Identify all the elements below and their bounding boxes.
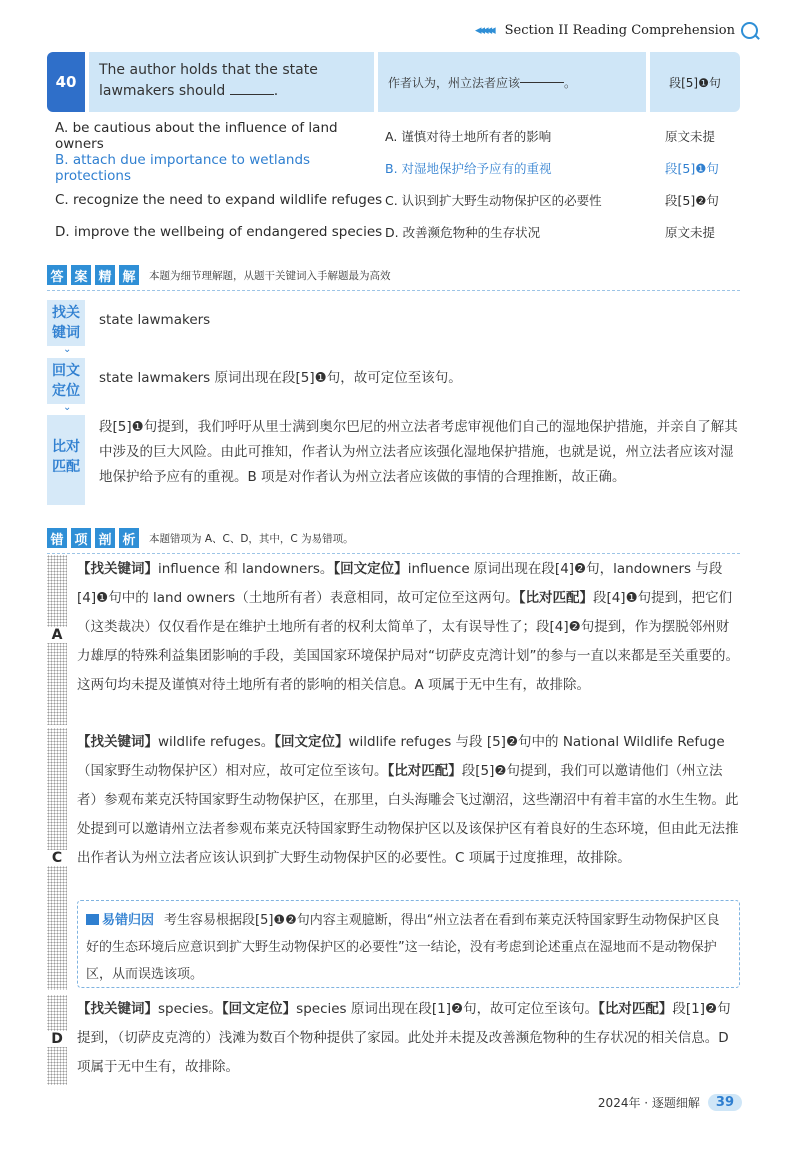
option-en: A. be cautious about the influence of land owners xyxy=(55,120,338,152)
section-note: 本题错项为 A、C、D，其中，C 为易错项。 xyxy=(149,532,354,545)
step-tag xyxy=(47,358,85,404)
text-locate: influence 原词出现在段[4]❷句，landowners 与段[4]❶句中的 land owners（土地所有者）表意相同，故可定位至这两句。 xyxy=(77,561,723,606)
label-locate: 【回文定位】 xyxy=(274,734,349,750)
step-tag-line: 找关 xyxy=(52,305,80,321)
step-tag-line: 键词 xyxy=(52,325,80,341)
label-match: 【比对匹配】 xyxy=(518,590,593,606)
text-keywords: species。 xyxy=(158,1001,222,1017)
answer-section-header xyxy=(47,265,740,285)
option-cn: C. 认识到扩大野生动物保护区的必要性 xyxy=(385,193,602,208)
question-stem-cn xyxy=(378,52,646,112)
step-tag-line: 回文 xyxy=(52,363,80,379)
page-header xyxy=(475,22,758,39)
step-match xyxy=(47,415,740,505)
option-en: C. recognize the need to expand wildlife refuges xyxy=(55,192,383,208)
option-ref: 段[5]❷句 xyxy=(665,193,719,208)
book-icon xyxy=(86,914,99,925)
text-match: 段[4]❶句提到，把它们（这类裁决）仅仅看作是在维护土地所有者的权利太简单了，太有误导性了；段[4]❷句提到，作为摆脱邻州财力雄厚的特殊利益集团影响的手段，美国国家环境保护局对“切萨皮克湾计划”的参与一直以来都是至关重要的。这两句均未提及谨慎对待土地所有者的影响的相关信息。A 项属于无中生有，故排除。 xyxy=(77,590,739,693)
error-item-a xyxy=(47,555,740,725)
label-keywords: 【找关键词】 xyxy=(77,561,158,577)
tip-text: 考生容易根据段[5]❶❷句内容主观臆断，得出“州立法者在看到布莱克沃特国家野生动物保护区良好的生态环境后应意识到扩大野生动物保护区的必要性”这一结论，没有考虑到论述重点在湿地而不是动物保护区，从而误选该项。 xyxy=(86,913,720,982)
step-text: state lawmakers 原词出现在段[5]❶句，故可定位至该句。 xyxy=(99,370,462,386)
option-marker xyxy=(47,995,67,1085)
option-b xyxy=(55,152,745,184)
option-d xyxy=(55,216,745,248)
arrows-icon: ◂◂◂◂◂ xyxy=(475,23,493,38)
option-letter: C xyxy=(47,850,67,866)
step-locate xyxy=(47,358,462,413)
chevron-down-icon: ⌄ xyxy=(63,402,72,413)
option-marker xyxy=(47,555,67,725)
stem-cn-text: 作者认为，州立法者应该 xyxy=(388,75,521,90)
option-en: B. attach due importance to wetlands protections xyxy=(55,152,311,184)
tip-box xyxy=(77,900,740,988)
label-match: 【比对匹配】 xyxy=(598,1001,673,1017)
step-text: 段[5]❶句提到，我们呼吁从里士满到奥尔巴尼的州立法者考虑审视他们自己的湿地保护措施，并亲自了解其中涉及的巨大风险。由此可推知，作者认为州立法者应该强化湿地保护措施，也就是说，州立法者应该对湿地保护给予应有的重视。B 项是对作者认为州立法者应该做的事情的合理推断，故正确。 xyxy=(99,419,738,485)
option-ref: 原文未提 xyxy=(665,225,716,240)
title-char: 项 xyxy=(71,528,91,548)
section-note: 本题为细节理解题，从题干关键词入手解题最为高效 xyxy=(149,269,391,282)
label-locate: 【回文定位】 xyxy=(333,561,408,577)
question-stem-en xyxy=(89,52,374,112)
step-tag xyxy=(47,300,85,346)
text-locate: species 原词出现在段[1]❷句，故可定位至该句。 xyxy=(296,1001,599,1017)
step-tag xyxy=(47,415,85,505)
search-icon xyxy=(741,22,758,39)
error-text xyxy=(77,555,740,725)
text-locate: wildlife refuges 与段 [5]❷句中的 National Wildlife Refuge（国家野生动物保护区）相对应，故可定位至该句。 xyxy=(77,734,725,779)
text-keywords: wildlife refuges。 xyxy=(158,734,275,750)
option-cn: A. 谨慎对待土地所有者的影响 xyxy=(385,129,552,144)
title-char: 精 xyxy=(95,265,115,285)
title-char: 剖 xyxy=(95,528,115,548)
label-keywords: 【找关键词】 xyxy=(77,1001,158,1017)
option-c xyxy=(55,184,745,216)
stem-en-tail: . xyxy=(273,83,279,99)
step-keywords xyxy=(47,300,211,355)
step-tag-line: 定位 xyxy=(52,383,80,399)
title-char: 案 xyxy=(71,265,91,285)
label-match: 【比对匹配】 xyxy=(387,763,462,779)
title-char: 析 xyxy=(119,528,139,548)
option-letter: A xyxy=(47,627,67,643)
text-match: 段[1]❷句提到，（切萨皮克湾的）浅滩为数百个物种提供了家园。此处并未提及改善濒危物种的生存状况的相关信息。D 项属于无中生有，故排除。 xyxy=(77,1001,731,1075)
label-keywords: 【找关键词】 xyxy=(77,734,158,750)
page-number: 39 xyxy=(708,1094,742,1111)
divider xyxy=(47,553,740,554)
option-ref: 段[5]❶句 xyxy=(665,161,719,176)
text-keywords: influence 和 landowners。 xyxy=(158,561,334,577)
question-number: 40 xyxy=(47,52,85,112)
step-tag-line: 比对 xyxy=(52,439,80,455)
error-section-header xyxy=(47,528,740,548)
tip-label: 易错归因 xyxy=(102,913,155,928)
title-char: 解 xyxy=(119,265,139,285)
option-cn: D. 改善濒危物种的生存状况 xyxy=(385,225,541,240)
text-match: 段[5]❷句提到，我们可以邀请他们（州立法者）参观布莱克沃特国家野生动物保护区，在那里，白头海雕会飞过潮沼，这些潮沼中有着丰富的水生生物。此处提到可以邀请州立法者参观布莱克沃特国家野生动物保护区以及该保护区有着良好的生态环境，但由此无法推出作者认为州立法者应该认识到扩大野生动物保护区的必要性。C 项属于过度推理，故排除。 xyxy=(77,763,739,866)
title-char: 答 xyxy=(47,265,67,285)
title-char: 错 xyxy=(47,528,67,548)
options-list xyxy=(55,120,745,248)
answer-blank-cn xyxy=(520,82,564,83)
question-ref: 段[5]❶句 xyxy=(650,52,740,112)
option-marker xyxy=(47,728,67,990)
error-item-d xyxy=(47,995,740,1085)
label-locate: 【回文定位】 xyxy=(221,1001,297,1017)
option-ref: 原文未提 xyxy=(665,129,716,144)
footer-text: 2024年 · 逐题细解 xyxy=(597,1096,700,1110)
question-row xyxy=(47,52,740,112)
option-letter: D xyxy=(47,1031,67,1047)
step-text: state lawmakers xyxy=(99,312,211,328)
page-footer xyxy=(598,1094,742,1111)
option-en: D. improve the wellbeing of endangered species xyxy=(55,224,383,240)
divider xyxy=(47,290,740,291)
chevron-down-icon: ⌄ xyxy=(63,344,72,355)
section-title: Section II Reading Comprehension xyxy=(504,23,735,38)
error-text xyxy=(77,995,740,1085)
option-cn: B. 对湿地保护给予应有的重视 xyxy=(385,161,552,176)
answer-blank xyxy=(230,94,274,95)
stem-cn-tail: 。 xyxy=(564,75,577,90)
stem-en-text: The author holds that the state lawmakers should xyxy=(99,62,318,99)
step-tag-line: 匹配 xyxy=(52,459,80,475)
option-a xyxy=(55,120,745,152)
